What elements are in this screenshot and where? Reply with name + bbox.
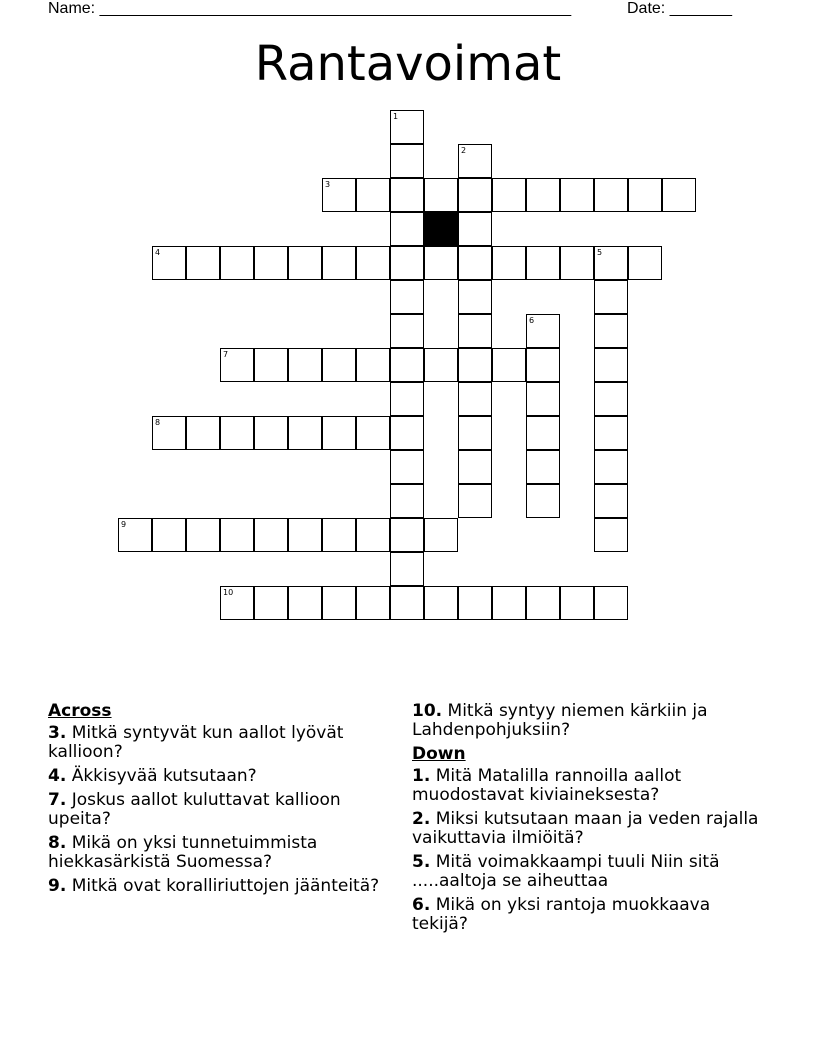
crossword-cell[interactable] — [492, 348, 526, 382]
crossword-cell[interactable] — [356, 586, 390, 620]
crossword-cell[interactable] — [526, 450, 560, 484]
clue-text: Miksi kutsutaan maan ja veden rajalla vaikuttavia ilmiöitä? — [412, 809, 759, 848]
crossword-cell[interactable] — [594, 280, 628, 314]
crossword-cell[interactable] — [390, 314, 424, 348]
clue-down-2 — [412, 810, 762, 848]
clue-across-8 — [48, 834, 393, 872]
crossword-cell[interactable] — [220, 416, 254, 450]
across-heading: Across — [48, 701, 112, 721]
cell-number: 10 — [223, 588, 234, 597]
crossword-cell[interactable] — [254, 348, 288, 382]
crossword-cell[interactable] — [458, 178, 492, 212]
clue-across-10 — [412, 702, 762, 740]
crossword-cell[interactable] — [390, 348, 424, 382]
crossword-cell[interactable] — [186, 518, 220, 552]
crossword-cell[interactable] — [526, 178, 560, 212]
clue-text: Mitä Matalilla rannoilla aallot muodostavat kiviaineksesta? — [412, 766, 682, 805]
clue-text: Mikä on yksi tunnetuimmista hiekkasärkistä Suomessa? — [48, 833, 318, 872]
crossword-cell[interactable] — [390, 416, 424, 450]
crossword-cell[interactable] — [288, 348, 322, 382]
crossword-cell[interactable] — [322, 178, 356, 212]
name-line: Name: _____________________________________________________ — [48, 0, 572, 17]
crossword-cell[interactable] — [220, 586, 254, 620]
clue-text: Mitkä syntyy niemen kärkiin ja Lahdenpohjuksiin? — [412, 701, 708, 740]
crossword-cell[interactable] — [356, 348, 390, 382]
crossword-cell[interactable] — [560, 178, 594, 212]
crossword-cell[interactable] — [322, 586, 356, 620]
crossword-cell[interactable] — [424, 348, 458, 382]
clue-number: 1. — [412, 766, 431, 786]
crossword-cell[interactable] — [390, 110, 424, 144]
clue-text: Joskus aallot kuluttavat kallioon upeita? — [48, 790, 341, 829]
crossword-cell[interactable] — [560, 246, 594, 280]
cell-number: 7 — [223, 350, 229, 359]
cell-number: 8 — [155, 418, 161, 427]
crossword-cell[interactable] — [594, 382, 628, 416]
crossword-cell[interactable] — [356, 246, 390, 280]
crossword-cell[interactable] — [594, 348, 628, 382]
black-cell — [424, 212, 458, 246]
date-line: Date: _______ — [627, 0, 732, 17]
crossword-cell[interactable] — [322, 246, 356, 280]
crossword-cell[interactable] — [288, 246, 322, 280]
clue-down-1 — [412, 767, 762, 805]
cell-number: 5 — [597, 248, 603, 257]
crossword-cell[interactable] — [390, 178, 424, 212]
clue-number: 8. — [48, 833, 67, 853]
crossword-cell[interactable] — [254, 416, 288, 450]
crossword-cell[interactable] — [288, 416, 322, 450]
clue-text: Mitä voimakkaampi tuuli Niin sitä .....aaltoja se aiheuttaa — [412, 852, 720, 891]
clue-number: 9. — [48, 876, 67, 896]
crossword-cell[interactable] — [594, 484, 628, 518]
crossword-cell[interactable] — [424, 586, 458, 620]
crossword-cell[interactable] — [492, 178, 526, 212]
crossword-cell[interactable] — [594, 586, 628, 620]
clue-text: Mikä on yksi rantoja muokkaava tekijä? — [412, 895, 711, 934]
crossword-cell[interactable] — [186, 416, 220, 450]
crossword-cell[interactable] — [458, 348, 492, 382]
crossword-cell[interactable] — [560, 586, 594, 620]
crossword-cell[interactable] — [220, 246, 254, 280]
crossword-cell[interactable] — [390, 484, 424, 518]
crossword-cell[interactable] — [254, 518, 288, 552]
clue-number: 7. — [48, 790, 67, 810]
crossword-cell[interactable] — [254, 586, 288, 620]
crossword-cell[interactable] — [118, 518, 152, 552]
clues-left-column — [48, 702, 393, 901]
clue-down-6 — [412, 896, 762, 934]
clue-number: 10. — [412, 701, 443, 721]
crossword-cell[interactable] — [526, 348, 560, 382]
crossword-cell[interactable] — [458, 280, 492, 314]
crossword-cell[interactable] — [356, 178, 390, 212]
crossword-cell[interactable] — [594, 416, 628, 450]
cell-number: 6 — [529, 316, 535, 325]
crossword-cell[interactable] — [322, 348, 356, 382]
crossword-cell[interactable] — [424, 518, 458, 552]
crossword-cell[interactable] — [288, 586, 322, 620]
crossword-cell[interactable] — [526, 382, 560, 416]
crossword-cell[interactable] — [390, 518, 424, 552]
clue-across-9 — [48, 877, 393, 896]
crossword-cell[interactable] — [458, 246, 492, 280]
crossword-cell[interactable] — [526, 246, 560, 280]
crossword-cell[interactable] — [288, 518, 322, 552]
crossword-cell[interactable] — [424, 246, 458, 280]
crossword-cell[interactable] — [458, 586, 492, 620]
crossword-cell[interactable] — [424, 178, 458, 212]
clue-number: 6. — [412, 895, 431, 915]
crossword-cell[interactable] — [390, 450, 424, 484]
crossword-cell[interactable] — [526, 416, 560, 450]
clue-across-7 — [48, 791, 393, 829]
page-title: Rantavoimat — [254, 36, 562, 92]
crossword-cell[interactable] — [390, 246, 424, 280]
down-heading: Down — [412, 744, 466, 764]
crossword-cell[interactable] — [458, 382, 492, 416]
crossword-cell[interactable] — [594, 246, 628, 280]
clue-number: 4. — [48, 766, 67, 786]
crossword-cell[interactable] — [458, 484, 492, 518]
cell-number: 9 — [121, 520, 127, 529]
crossword-cell[interactable] — [526, 314, 560, 348]
crossword-cell[interactable] — [390, 552, 424, 586]
crossword-cell[interactable] — [458, 144, 492, 178]
crossword-cell[interactable] — [390, 280, 424, 314]
cell-number: 4 — [155, 248, 161, 257]
crossword-cell[interactable] — [152, 416, 186, 450]
clue-down-5 — [412, 853, 762, 891]
crossword-cell[interactable] — [458, 416, 492, 450]
cell-number: 3 — [325, 180, 331, 189]
crossword-cell[interactable] — [628, 178, 662, 212]
crossword-cell[interactable] — [594, 450, 628, 484]
crossword-cell[interactable] — [322, 518, 356, 552]
crossword-cell[interactable] — [458, 450, 492, 484]
crossword-cell[interactable] — [594, 314, 628, 348]
crossword-cell[interactable] — [322, 416, 356, 450]
crossword-cell[interactable] — [390, 144, 424, 178]
cell-number: 2 — [461, 146, 467, 155]
crossword-cell[interactable] — [492, 586, 526, 620]
clue-text: Mitkä syntyvät kun aallot lyövät kallioon? — [48, 723, 344, 762]
crossword-cell[interactable] — [220, 348, 254, 382]
crossword-cell[interactable] — [254, 246, 288, 280]
clues-right-column — [412, 702, 762, 939]
crossword-cell[interactable] — [186, 246, 220, 280]
crossword-cell[interactable] — [628, 246, 662, 280]
crossword-cell[interactable] — [390, 382, 424, 416]
crossword-cell[interactable] — [492, 246, 526, 280]
clue-across-4 — [48, 767, 393, 786]
clue-text: Mitkä ovat koralliriuttojen jäänteitä? — [71, 876, 380, 896]
crossword-cell[interactable] — [152, 246, 186, 280]
crossword-cell[interactable] — [390, 586, 424, 620]
crossword-cell[interactable] — [526, 484, 560, 518]
crossword-cell[interactable] — [458, 314, 492, 348]
crossword-cell[interactable] — [662, 178, 696, 212]
crossword-cell[interactable] — [526, 586, 560, 620]
crossword-cell[interactable] — [356, 518, 390, 552]
crossword-cell[interactable] — [220, 518, 254, 552]
clue-across-3 — [48, 724, 393, 762]
clue-number: 2. — [412, 809, 431, 829]
crossword-cell[interactable] — [594, 518, 628, 552]
crossword-cell[interactable] — [356, 416, 390, 450]
clue-number: 5. — [412, 852, 431, 872]
cell-number: 1 — [393, 112, 399, 121]
crossword-cell[interactable] — [458, 212, 492, 246]
clue-number: 3. — [48, 723, 67, 743]
crossword-cell[interactable] — [594, 178, 628, 212]
clue-text: Äkkisyvää kutsutaan? — [71, 766, 257, 786]
crossword-cell[interactable] — [390, 212, 424, 246]
crossword-cell[interactable] — [152, 518, 186, 552]
